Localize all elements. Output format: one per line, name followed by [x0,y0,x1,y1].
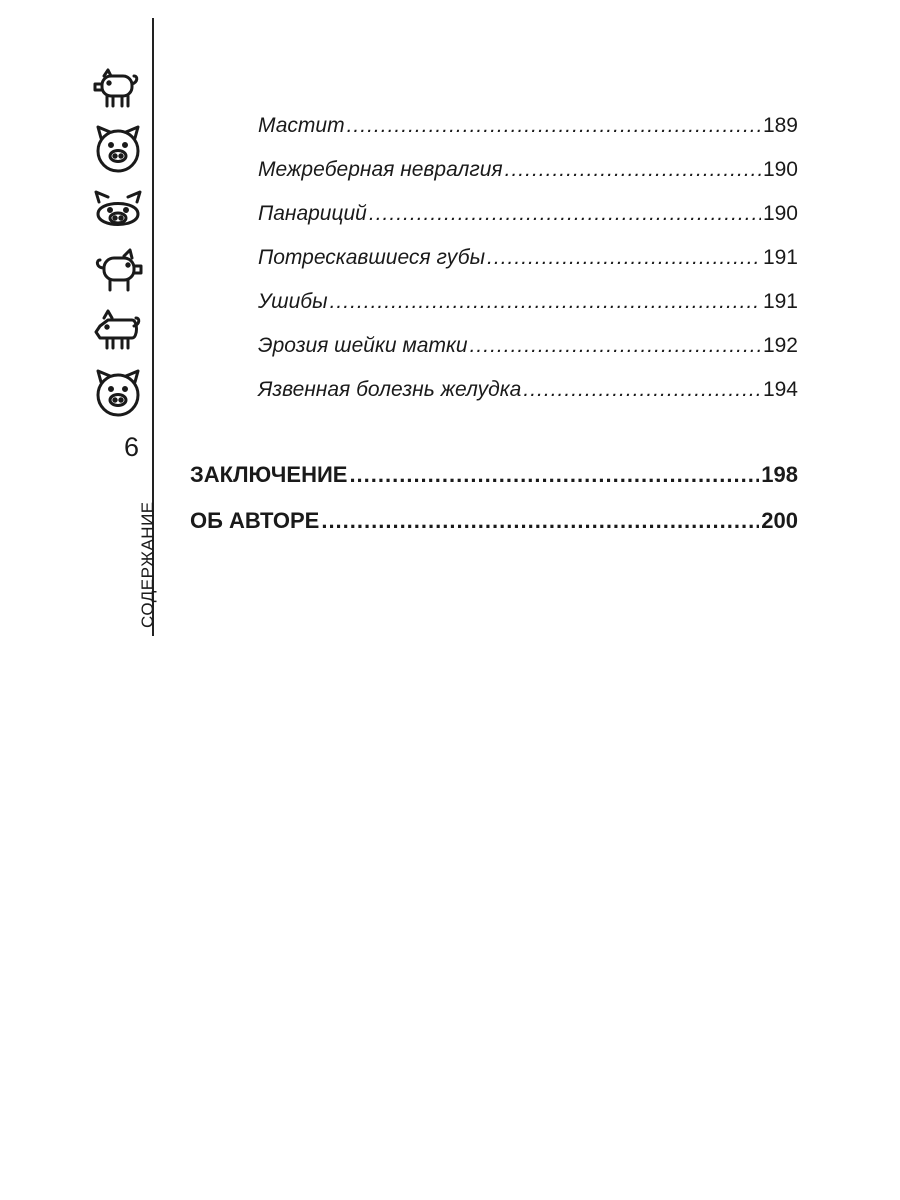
pig-side-icon [90,246,146,296]
toc-entry-page: 189 [762,114,798,137]
toc-entry-title: Межреберная невралгия [258,158,503,181]
toc-entry-page: 190 [762,202,798,225]
dot-leader [369,202,761,226]
toc-entry-page: 191 [762,246,798,269]
pig-side-icon [90,64,146,114]
dot-leader [347,114,761,138]
toc-chapter-page: 200 [761,508,798,533]
toc-main-list [190,462,798,554]
toc-entry-title: Ушибы [258,290,328,313]
dot-leader [523,378,761,402]
toc-entry-page: 192 [762,334,798,357]
pig-side-icon [90,306,146,356]
toc-entry-title: Мастит [258,114,345,137]
toc-entry[interactable] [258,334,798,378]
dot-leader [321,508,759,534]
toc-chapter-page: 198 [761,462,798,487]
toc-entry-title: Эрозия шейки матки [258,334,468,357]
toc-chapter[interactable] [190,508,798,554]
dot-leader [330,290,761,314]
page-number: 6 [124,432,140,462]
toc-chapter-title: ОБ АВТОРЕ [190,508,320,533]
section-label: СОДЕРЖАНИЕ [138,501,157,628]
toc-entry-page: 194 [762,378,798,401]
dot-leader [349,462,759,488]
toc-entry[interactable] [258,290,798,334]
dot-leader [505,158,761,182]
pig-face-icon [90,124,146,174]
pig-face-icon [90,188,146,238]
toc-entry[interactable] [258,202,798,246]
toc-entry[interactable] [258,158,798,202]
pig-face-icon [90,368,146,418]
toc-sub-list [258,114,798,422]
toc-entry-title: Потрескавшиеся губы [258,246,486,269]
toc-chapter-title: ЗАКЛЮЧЕНИЕ [190,462,348,487]
toc-entry[interactable] [258,378,798,422]
toc-entry-page: 191 [762,290,798,313]
toc-entry-page: 190 [762,158,798,181]
toc-entry-title: Язвенная болезнь желудка [258,378,522,401]
toc-entry[interactable] [258,114,798,158]
dot-leader [470,334,761,358]
dot-leader [487,246,761,270]
toc-chapter[interactable] [190,462,798,508]
toc-entry-title: Панариций [258,202,367,225]
toc-entry[interactable] [258,246,798,290]
